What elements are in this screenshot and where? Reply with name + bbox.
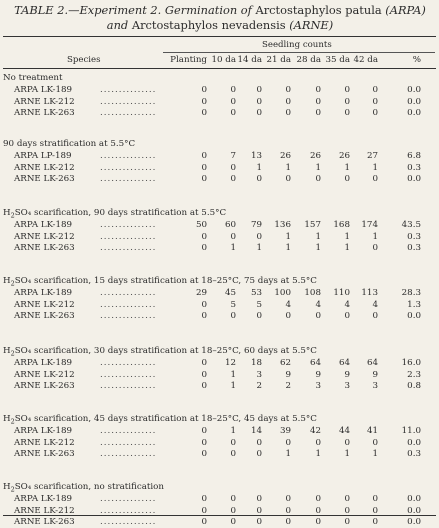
table-cell: 12 [224, 358, 236, 368]
table-cell: 64 [338, 358, 350, 368]
table-cell: 3 [256, 369, 262, 380]
table-cell: 0 [285, 311, 291, 321]
table-cell: 0 [315, 85, 321, 95]
table-cell: 4 [285, 299, 291, 310]
table-cell: 1 [344, 449, 350, 459]
row-species-label: ARNE LK-263 [14, 243, 75, 253]
row-species-label: ARPA LK-189 [14, 426, 73, 436]
table-cell: 0 [372, 85, 378, 95]
table-cell: 0 [315, 174, 321, 184]
table-cell: 0 [201, 231, 207, 242]
table-cell: 0 [372, 174, 378, 184]
table-cell: 0 [201, 108, 207, 118]
column-header: 42 da [353, 55, 378, 65]
table-row [0, 381, 439, 392]
table-row [0, 311, 439, 322]
table-cell: 168 [333, 220, 350, 230]
row-species-label: ARNE LK-212 [14, 231, 75, 242]
table-cell: 1 [315, 231, 321, 242]
table-cell: 0.3 [407, 162, 421, 173]
leader-dots: ............... [100, 220, 157, 230]
caption-conj: and [106, 18, 132, 32]
table-cell: 0.8 [407, 381, 421, 391]
table-cell: 9 [372, 369, 378, 380]
table-cell: 0 [256, 517, 262, 527]
table-cell: 0 [315, 437, 321, 448]
group-title-text: H [3, 414, 11, 424]
row-species-label: ARPA LK-189 [14, 85, 73, 95]
row-species-label: ARPA LK-189 [14, 358, 73, 368]
leader-dots: ............... [100, 288, 157, 298]
table-cell: 1 [230, 426, 236, 436]
table-cell: 0 [256, 311, 262, 321]
table-cell: 62 [279, 358, 291, 368]
group-title [3, 73, 63, 84]
table-cell: 108 [304, 288, 321, 298]
table-cell: 0 [230, 162, 236, 173]
table-cell: 4 [315, 299, 321, 310]
table-cell: 0 [201, 449, 207, 459]
table-cell: 0 [256, 449, 262, 459]
header-seedling-counts: Seedling counts [262, 40, 332, 50]
table-cell: 4 [344, 299, 350, 310]
table-cell: 0 [230, 96, 236, 107]
table-cell: 0.0 [407, 437, 421, 448]
table-cell: 0 [230, 231, 236, 242]
table-cell: 0 [201, 85, 207, 95]
row-species-label: ARNE LK-263 [14, 174, 75, 184]
table-cell: 1 [344, 162, 350, 173]
row-species-label: ARNE LK-263 [14, 381, 75, 391]
group-title-subscript: 2 [10, 485, 15, 494]
table-row [0, 163, 439, 174]
caption-prefix: TABLE 2.—Experiment 2. Germination of [14, 3, 256, 17]
table-cell: 0 [315, 108, 321, 118]
table-cell: 3 [344, 381, 350, 391]
table-cell: 0.3 [407, 231, 421, 242]
table-row [0, 151, 439, 162]
table-cell: 42 [309, 426, 321, 436]
table-cell: 14 [250, 426, 262, 436]
leader-dots: ............... [100, 162, 157, 173]
table-cell: 0 [201, 311, 207, 321]
group-title-rest: SO₄ scarification, 90 days stratification at 5.5°C [14, 208, 227, 218]
table-cell: 53 [250, 288, 262, 298]
table-row [0, 517, 439, 528]
table-row [0, 85, 439, 96]
table-cell: 0 [344, 437, 350, 448]
table-cell: 0 [372, 517, 378, 527]
row-species-label: ARNE LK-263 [14, 517, 75, 527]
table-cell: 1 [344, 231, 350, 242]
table-cell: 0 [201, 426, 207, 436]
column-header: 28 da [296, 55, 321, 65]
group-title [3, 208, 226, 219]
table-cell: 136 [274, 220, 291, 230]
table-cell: 174 [361, 220, 378, 230]
header-bottom-rule [3, 68, 436, 69]
row-species-label: ARPA LP-189 [14, 151, 72, 161]
table-cell: 29 [195, 288, 207, 298]
table-cell: 26 [309, 151, 321, 161]
table-cell: 0.0 [407, 96, 421, 107]
table-cell: 1 [372, 162, 378, 173]
table-row [0, 426, 439, 437]
table-cell: 1 [256, 243, 262, 253]
table-cell: 45 [224, 288, 236, 298]
table-row [0, 358, 439, 369]
table-row [0, 108, 439, 119]
leader-dots: ............... [100, 108, 157, 118]
table-cell: 1 [285, 231, 291, 242]
table-cell: 1 [285, 449, 291, 459]
table-cell: 26 [279, 151, 291, 161]
leader-dots: ............... [100, 231, 157, 242]
row-species-label: ARPA LK-189 [14, 288, 73, 298]
table-cell: 7 [230, 151, 236, 161]
table-cell: 1 [230, 243, 236, 253]
table-row [0, 97, 439, 108]
leader-dots: ............... [100, 96, 157, 107]
table-cell: 110 [333, 288, 350, 298]
table-cell: 0 [372, 505, 378, 516]
table-cell: 43.5 [401, 220, 421, 230]
header-group-rule [163, 52, 435, 53]
table-cell: 11.0 [401, 426, 421, 436]
leader-dots: ............... [100, 426, 157, 436]
table-cell: 0 [285, 437, 291, 448]
table-row [0, 449, 439, 460]
table-cell: 1 [230, 381, 236, 391]
leader-dots: ............... [100, 369, 157, 380]
table-cell: 0 [372, 96, 378, 107]
table-cell: 0.3 [407, 449, 421, 459]
table-cell: 0 [201, 243, 207, 253]
table-cell: 0 [230, 505, 236, 516]
table-cell: 0 [344, 108, 350, 118]
table-row [0, 232, 439, 243]
group-title-subscript: 2 [10, 417, 15, 426]
group-title [3, 414, 317, 425]
group-title [3, 346, 317, 357]
table-cell: 0 [230, 517, 236, 527]
table-cell: 27 [366, 151, 378, 161]
leader-dots: ............... [100, 85, 157, 95]
column-header: Planting [170, 55, 207, 65]
table-cell: 0 [285, 174, 291, 184]
table-cell: 0 [201, 381, 207, 391]
table-row [0, 494, 439, 505]
table-cell: 1 [315, 449, 321, 459]
table-cell: 9 [285, 369, 291, 380]
table-cell: 1 [372, 231, 378, 242]
caption-abbr-1: (ARPA) [385, 3, 426, 17]
table-cell: 64 [309, 358, 321, 368]
table-cell: 3 [372, 381, 378, 391]
table-cell: 157 [304, 220, 321, 230]
header-species: Species [67, 55, 101, 65]
table-cell: 0 [256, 174, 262, 184]
table-cell: 0.0 [407, 517, 421, 527]
table-row [0, 220, 439, 231]
table-cell: 0 [230, 437, 236, 448]
leader-dots: ............... [100, 437, 157, 448]
table-cell: 4 [372, 299, 378, 310]
table-cell: 0.3 [407, 243, 421, 253]
group-title-subscript: 2 [10, 349, 15, 358]
column-header: 35 da [325, 55, 350, 65]
table-cell: 0 [201, 299, 207, 310]
table-cell: 0 [372, 243, 378, 253]
leader-dots: ............... [100, 299, 157, 310]
table-cell: 18 [250, 358, 262, 368]
table-row [0, 300, 439, 311]
table-cell: 0 [256, 231, 262, 242]
group-title-subscript: 2 [10, 211, 15, 220]
row-species-label: ARNE LK-212 [14, 299, 75, 310]
table-cell: 5 [256, 299, 262, 310]
table-cell: 0 [285, 505, 291, 516]
table-cell: 0 [315, 96, 321, 107]
table-cell: 0 [344, 174, 350, 184]
table-row [0, 438, 439, 449]
table-cell: 0 [230, 108, 236, 118]
column-header: 14 da [237, 55, 262, 65]
row-species-label: ARNE LK-212 [14, 369, 75, 380]
table-cell: 0 [285, 85, 291, 95]
table-cell: 0 [285, 494, 291, 504]
table-cell: 0 [315, 494, 321, 504]
group-title-text: H [3, 208, 11, 218]
table-cell: 1 [285, 243, 291, 253]
table-cell: 0.0 [407, 108, 421, 118]
row-species-label: ARNE LK-212 [14, 162, 75, 173]
table-cell: 0.0 [407, 174, 421, 184]
table-cell: 0.0 [407, 311, 421, 321]
table-cell: 0 [256, 494, 262, 504]
table-row [0, 288, 439, 299]
table-cell: 0 [285, 96, 291, 107]
table-cell: 2 [285, 381, 291, 391]
table-cell: 0 [201, 437, 207, 448]
table-cell: 26 [338, 151, 350, 161]
row-species-label: ARNE LK-263 [14, 108, 75, 118]
table-cell: 0 [285, 108, 291, 118]
leader-dots: ............... [100, 505, 157, 516]
bottom-rule [3, 515, 436, 516]
leader-dots: ............... [100, 151, 157, 161]
table-cell: 28.3 [401, 288, 421, 298]
group-title-text: H [3, 346, 11, 356]
column-header: % [412, 55, 421, 65]
table-cell: 44 [338, 426, 350, 436]
table-cell: 0 [315, 311, 321, 321]
table-cell: 0 [201, 517, 207, 527]
table-caption [4, 3, 436, 33]
row-species-label: ARNE LK-212 [14, 505, 75, 516]
table-cell: 79 [250, 220, 262, 230]
top-rule [3, 36, 436, 37]
table-row [0, 370, 439, 381]
table-cell: 1 [315, 162, 321, 173]
table-cell: 39 [279, 426, 291, 436]
table-cell: 0 [315, 505, 321, 516]
row-species-label: ARPA LK-189 [14, 494, 73, 504]
leader-dots: ............... [100, 381, 157, 391]
group-title [3, 139, 135, 150]
leader-dots: ............... [100, 358, 157, 368]
group-title-rest: SO₄ scarification, 15 days stratification at 18–25°C, 75 days at 5.5°C [14, 276, 317, 286]
table-cell: 0 [344, 505, 350, 516]
column-header: 10 da [211, 55, 236, 65]
table-cell: 6.8 [407, 151, 421, 161]
table-cell: 3 [315, 381, 321, 391]
table-cell: 100 [274, 288, 291, 298]
table-cell: 0 [344, 494, 350, 504]
table-cell: 0 [230, 449, 236, 459]
table-cell: 0 [285, 517, 291, 527]
table-cell: 2 [256, 381, 262, 391]
leader-dots: ............... [100, 311, 157, 321]
group-title [3, 276, 317, 287]
table-cell: 0 [230, 311, 236, 321]
column-header: 21 da [266, 55, 291, 65]
group-title-rest: SO₄ scarification, 30 days stratification at 18–25°C, 60 days at 5.5°C [14, 346, 317, 356]
table-cell: 0 [201, 358, 207, 368]
table-cell: 9 [315, 369, 321, 380]
caption-abbr-2: (ARNE) [289, 18, 334, 32]
table-cell: 16.0 [401, 358, 421, 368]
table-cell: 0 [344, 96, 350, 107]
table-cell: 0 [256, 96, 262, 107]
table-cell: 0 [201, 494, 207, 504]
table-cell: 0 [201, 505, 207, 516]
caption-species-2: Arctostaphylos nevadensis [131, 18, 286, 32]
row-species-label: ARNE LK-212 [14, 437, 75, 448]
table-cell: 41 [366, 426, 378, 436]
group-title-subscript: 2 [10, 279, 15, 288]
table-cell: 5 [230, 299, 236, 310]
table-cell: 0 [201, 369, 207, 380]
table-cell: 1 [315, 243, 321, 253]
table-cell: 0 [256, 108, 262, 118]
table-cell: 50 [195, 220, 207, 230]
table-cell: 0 [230, 494, 236, 504]
table-row [0, 174, 439, 185]
table-cell: 1.3 [407, 299, 421, 310]
table-cell: 13 [250, 151, 262, 161]
leader-dots: ............... [100, 243, 157, 253]
table-cell: 0 [344, 517, 350, 527]
table-cell: 1 [344, 243, 350, 253]
table-cell: 60 [224, 220, 236, 230]
table-cell: 0.0 [407, 505, 421, 516]
table-cell: 0.0 [407, 494, 421, 504]
row-species-label: ARNE LK-263 [14, 449, 75, 459]
table-cell: 1 [230, 369, 236, 380]
table-cell: 0 [201, 174, 207, 184]
group-title [3, 482, 164, 493]
table-cell: 0 [256, 85, 262, 95]
leader-dots: ............... [100, 494, 157, 504]
leader-dots: ............... [100, 517, 157, 527]
group-title-text: No treatment [3, 73, 63, 83]
table-cell: 1 [285, 162, 291, 173]
table-cell: 0 [230, 85, 236, 95]
table-cell: 0 [201, 151, 207, 161]
table-cell: 0 [256, 437, 262, 448]
table-cell: 1 [372, 449, 378, 459]
table-cell: 0 [344, 85, 350, 95]
table-cell: 1 [256, 162, 262, 173]
group-title-text: H [3, 276, 11, 286]
table-row [0, 243, 439, 254]
row-species-label: ARNE LK-212 [14, 96, 75, 107]
table-cell: 0 [344, 311, 350, 321]
row-species-label: ARPA LK-189 [14, 220, 73, 230]
leader-dots: ............... [100, 174, 157, 184]
group-title-text: H [3, 482, 11, 492]
table-cell: 0 [201, 162, 207, 173]
table-cell: 113 [361, 288, 378, 298]
table-cell: 0 [372, 437, 378, 448]
group-title-rest: SO₄ scarification, no stratification [14, 482, 165, 492]
table-cell: 0 [372, 311, 378, 321]
table-cell: 0 [256, 505, 262, 516]
table-cell: 9 [344, 369, 350, 380]
group-title-text: 90 days stratification at 5.5°C [3, 139, 136, 149]
table-cell: 64 [366, 358, 378, 368]
table-cell: 0 [372, 108, 378, 118]
table-cell: 0 [372, 494, 378, 504]
table-cell: 0 [315, 517, 321, 527]
leader-dots: ............... [100, 449, 157, 459]
table-cell: 0.0 [407, 85, 421, 95]
group-title-rest: SO₄ scarification, 45 days stratification at 18–25°C, 45 days at 5.5°C [14, 414, 317, 424]
caption-species-1: Arctostaphylos patula [255, 3, 382, 17]
table-cell: 2.3 [407, 369, 421, 380]
table-cell: 0 [230, 174, 236, 184]
row-species-label: ARNE LK-263 [14, 311, 75, 321]
table-cell: 0 [201, 96, 207, 107]
